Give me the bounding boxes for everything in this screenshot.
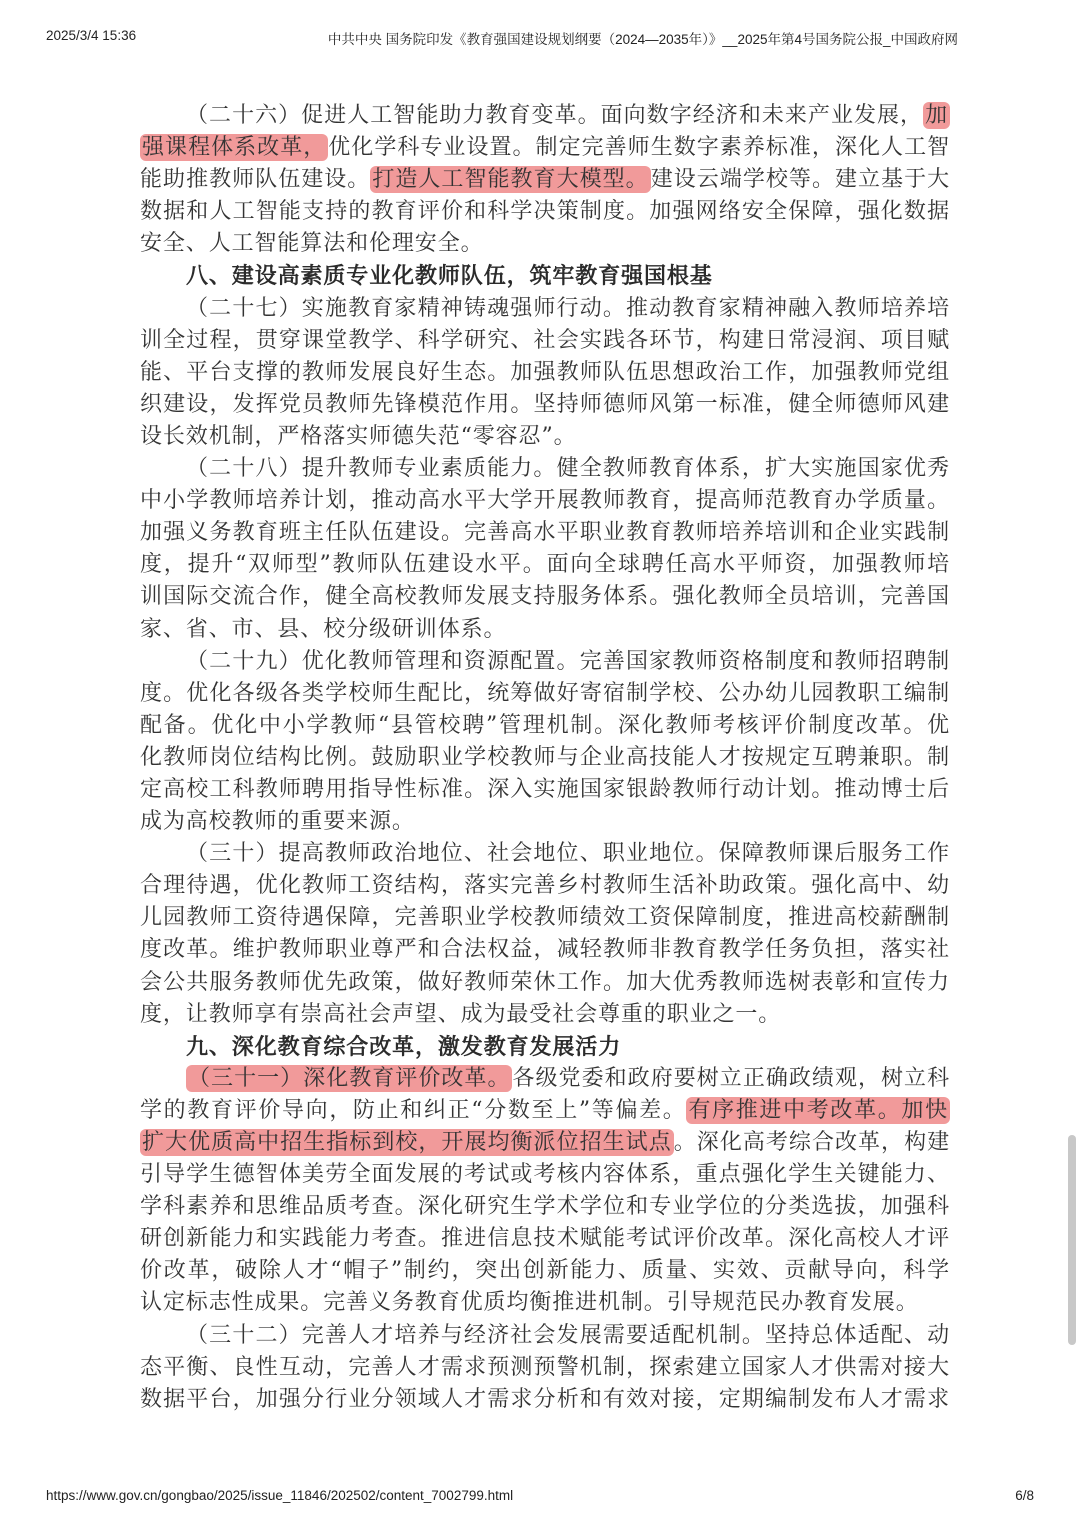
paragraph-line bbox=[140, 357, 950, 389]
section-heading-line bbox=[140, 1031, 950, 1063]
paragraph-line bbox=[140, 581, 950, 613]
paragraph-line bbox=[140, 293, 950, 325]
text-segment: 加强义务教育班主任队伍建设。完善高水平职业教育教师培养培训和企业实践制 bbox=[140, 520, 950, 546]
print-datetime: 2025/3/4 15:36 bbox=[46, 28, 137, 43]
paragraph-line bbox=[140, 999, 950, 1031]
paragraph-line bbox=[140, 100, 950, 132]
paragraph-line bbox=[140, 1127, 950, 1159]
text-segment: （二十六）促进人工智能助力教育变革。面向数字经济和未来产业发展， bbox=[186, 103, 924, 128]
document-body bbox=[140, 100, 950, 1416]
text-segment: 优化学科专业设置。制定完善师生数字素养标准，深化人工智 bbox=[328, 135, 950, 161]
text-segment: （三十二）完善人才培养与经济社会发展需要适配机制。坚持总体适配、动 bbox=[186, 1322, 950, 1348]
paragraph-line bbox=[140, 1255, 950, 1287]
text-segment: 安全、人工智能算法和伦理安全。 bbox=[140, 231, 484, 257]
text-segment: 合理待遇，优化教师工资结构，落实完善乡村教师生活补助政策。强化高中、幼 bbox=[140, 873, 950, 899]
section-heading-line bbox=[140, 260, 950, 292]
paragraph-line bbox=[140, 967, 950, 999]
text-segment: 各级党委和政府要树立正确政绩观，树立科 bbox=[512, 1065, 950, 1091]
paragraph-line bbox=[140, 678, 950, 710]
text-segment: 设长效机制，严格落实师德失范“零容忍”。 bbox=[140, 423, 577, 449]
paragraph-line bbox=[140, 934, 950, 966]
text-segment: 织建设，发挥党员教师先锋模范作用。坚持师德师风第一标准，健全师德师风建 bbox=[140, 391, 950, 417]
highlighted-text: 强课程体系改革， bbox=[142, 135, 327, 161]
text-segment: 度改革。维护教师职业尊严和合法权益，减轻教师非教育教学任务负担，落实社 bbox=[140, 937, 950, 963]
text-segment: （二十八）提升教师专业素质能力。健全教师教育体系，扩大实施国家优秀 bbox=[186, 456, 950, 482]
text-segment: 九、深化教育综合改革，激发教育发展活力 bbox=[186, 1033, 622, 1060]
paragraph-line bbox=[140, 646, 950, 678]
text-segment: 化教师岗位结构比例。鼓励职业学校教师与企业高技能人才按规定互聘兼职。制 bbox=[140, 744, 950, 770]
paragraph-line bbox=[140, 485, 950, 517]
text-segment: 认定标志性成果。完善义务教育优质均衡推进机制。引导规范民办教育发展。 bbox=[140, 1290, 919, 1316]
paragraph-line bbox=[140, 1063, 950, 1095]
text-segment: 定高校工科教师聘用指导性标准。深入实施国家银龄教师行动计划。推动博士后 bbox=[140, 776, 950, 802]
paragraph-line bbox=[140, 1287, 950, 1319]
print-page-title: 中共中央 国务院印发《教育强国建设规划纲要（2024—2035年）》__2025年第4号国务院公报_中国政府网 bbox=[327, 32, 958, 47]
text-segment: 学的教育评价导向，防止和纠正“分数至上”等偏差。 bbox=[140, 1097, 687, 1123]
paragraph-line bbox=[140, 742, 950, 774]
text-segment: 能助推教师队伍建设。 bbox=[140, 167, 371, 193]
paragraph-line bbox=[140, 228, 950, 260]
print-url: https://www.gov.cn/gongbao/2025/issue_11846/202502/content_7002799.html bbox=[46, 1488, 514, 1503]
text-segment: 学科素养和思维品质考查。深化研究生学术学位和专业学位的分类选拔，加强科 bbox=[140, 1194, 950, 1220]
text-segment: 度。优化各级各类学校师生配比，统筹做好寄宿制学校、公办幼儿园教职工编制 bbox=[140, 680, 950, 706]
page-number: 6/8 bbox=[1015, 1488, 1034, 1503]
text-segment: 八、建设高素质专业化教师队伍，筑牢教育强国根基 bbox=[186, 263, 713, 290]
highlighted-text: 扩大优质高中招生指标到校，开展均衡派位招生试点 bbox=[142, 1130, 672, 1155]
paragraph-line bbox=[140, 164, 950, 196]
text-segment: 中小学教师培养计划，推动高水平大学开展教师教育，提高师范教育办学质量。 bbox=[140, 488, 950, 514]
text-segment: 数据平台，加强分行业分领域人才需求分析和有效对接，定期编制发布人才需求 bbox=[140, 1386, 950, 1412]
text-segment: 度，提升“双师型”教师队伍建设水平。面向全球聘任高水平师资，加强教师培 bbox=[140, 552, 950, 578]
paragraph-line bbox=[140, 806, 950, 838]
text-segment: 训全过程，贯穿课堂教学、科学研究、社会实践各环节，构建日常浸润、项目赋 bbox=[140, 327, 950, 353]
text-segment: （三十）提高教师政治地位、社会地位、职业地位。保障教师课后服务工作 bbox=[186, 841, 950, 867]
print-footer bbox=[0, 1488, 1080, 1510]
paragraph-line bbox=[140, 1384, 950, 1416]
paragraph-line bbox=[140, 196, 950, 228]
paragraph-line bbox=[140, 549, 950, 581]
text-segment: 家、省、市、县、校分级研训体系。 bbox=[140, 616, 507, 642]
paragraph-line bbox=[140, 389, 950, 421]
text-segment: 成为高校教师的重要来源。 bbox=[140, 809, 415, 835]
text-segment: 价改革，破除人才“帽子”制约，突出创新能力、质量、实效、贡献导向，科学 bbox=[140, 1258, 950, 1284]
text-segment: 训国际交流合作，健全高校教师发展支持服务体系。强化教师全员培训，完善国 bbox=[140, 584, 950, 610]
paragraph-line bbox=[140, 517, 950, 549]
highlighted-text: 打造人工智能教育大模型。 bbox=[372, 167, 649, 193]
text-segment: 会公共服务教师优先政策，做好教师荣休工作。加大优秀教师选树表彰和宣传力 bbox=[140, 969, 950, 995]
paragraph-line bbox=[140, 1095, 950, 1127]
paragraph-line bbox=[140, 774, 950, 806]
text-segment: 态平衡、良性互动，完善人才需求预测预警机制，探索建立国家人才供需对接大 bbox=[140, 1354, 950, 1380]
text-segment: 研创新能力和实践能力考查。推进信息技术赋能考试评价改革。深化高校人才评 bbox=[140, 1226, 950, 1252]
text-segment: （二十九）优化教师管理和资源配置。完善国家教师资格制度和教师招聘制 bbox=[186, 648, 950, 674]
text-segment: 。深化高考综合改革，构建 bbox=[673, 1130, 951, 1155]
paragraph-line bbox=[140, 421, 950, 453]
paragraph-line bbox=[140, 325, 950, 357]
highlighted-text: 有序推进中考改革。加快 bbox=[688, 1097, 948, 1123]
paragraph-line bbox=[140, 453, 950, 485]
highlighted-text: （三十一）深化教育评价改革。 bbox=[188, 1065, 511, 1091]
text-segment: 度，让教师享有崇高社会声望、成为最受社会尊重的职业之一。 bbox=[140, 1001, 782, 1027]
text-segment: 建设云端学校等。建立基于大 bbox=[650, 167, 950, 193]
paragraph-line bbox=[140, 1223, 950, 1255]
paragraph-line bbox=[140, 902, 950, 934]
text-segment: 能、平台支撑的教师发展良好生态。加强教师队伍思想政治工作，加强教师党组 bbox=[140, 359, 950, 385]
text-segment: 儿园教师工资待遇保障，完善职业学校教师绩效工资保障制度，推进高校薪酬制 bbox=[140, 905, 950, 931]
text-segment: 引导学生德智体美劳全面发展的考试或考核内容体系，重点强化学生关键能力、 bbox=[140, 1162, 950, 1188]
paragraph-line bbox=[140, 1159, 950, 1191]
paragraph-line bbox=[140, 1352, 950, 1384]
paragraph-line bbox=[140, 710, 950, 742]
text-segment: 配备。优化中小学教师“县管校聘”管理机制。深化教师考核评价制度改革。优 bbox=[140, 712, 950, 738]
print-header bbox=[0, 28, 1080, 50]
paragraph-line bbox=[140, 614, 950, 646]
paragraph-line bbox=[140, 132, 950, 164]
paragraph-line bbox=[140, 870, 950, 902]
highlighted-text: 加 bbox=[925, 103, 948, 128]
paragraph-line bbox=[140, 838, 950, 870]
text-segment: 数据和人工智能支持的教育评价和科学决策制度。加强网络安全保障，强化数据 bbox=[140, 199, 950, 225]
paragraph-line bbox=[140, 1320, 950, 1352]
text-segment: （二十七）实施教育家精神铸魂强师行动。推动教育家精神融入教师培养培 bbox=[186, 295, 950, 321]
paragraph-line bbox=[140, 1191, 950, 1223]
scrollbar-thumb[interactable] bbox=[1068, 1135, 1076, 1345]
